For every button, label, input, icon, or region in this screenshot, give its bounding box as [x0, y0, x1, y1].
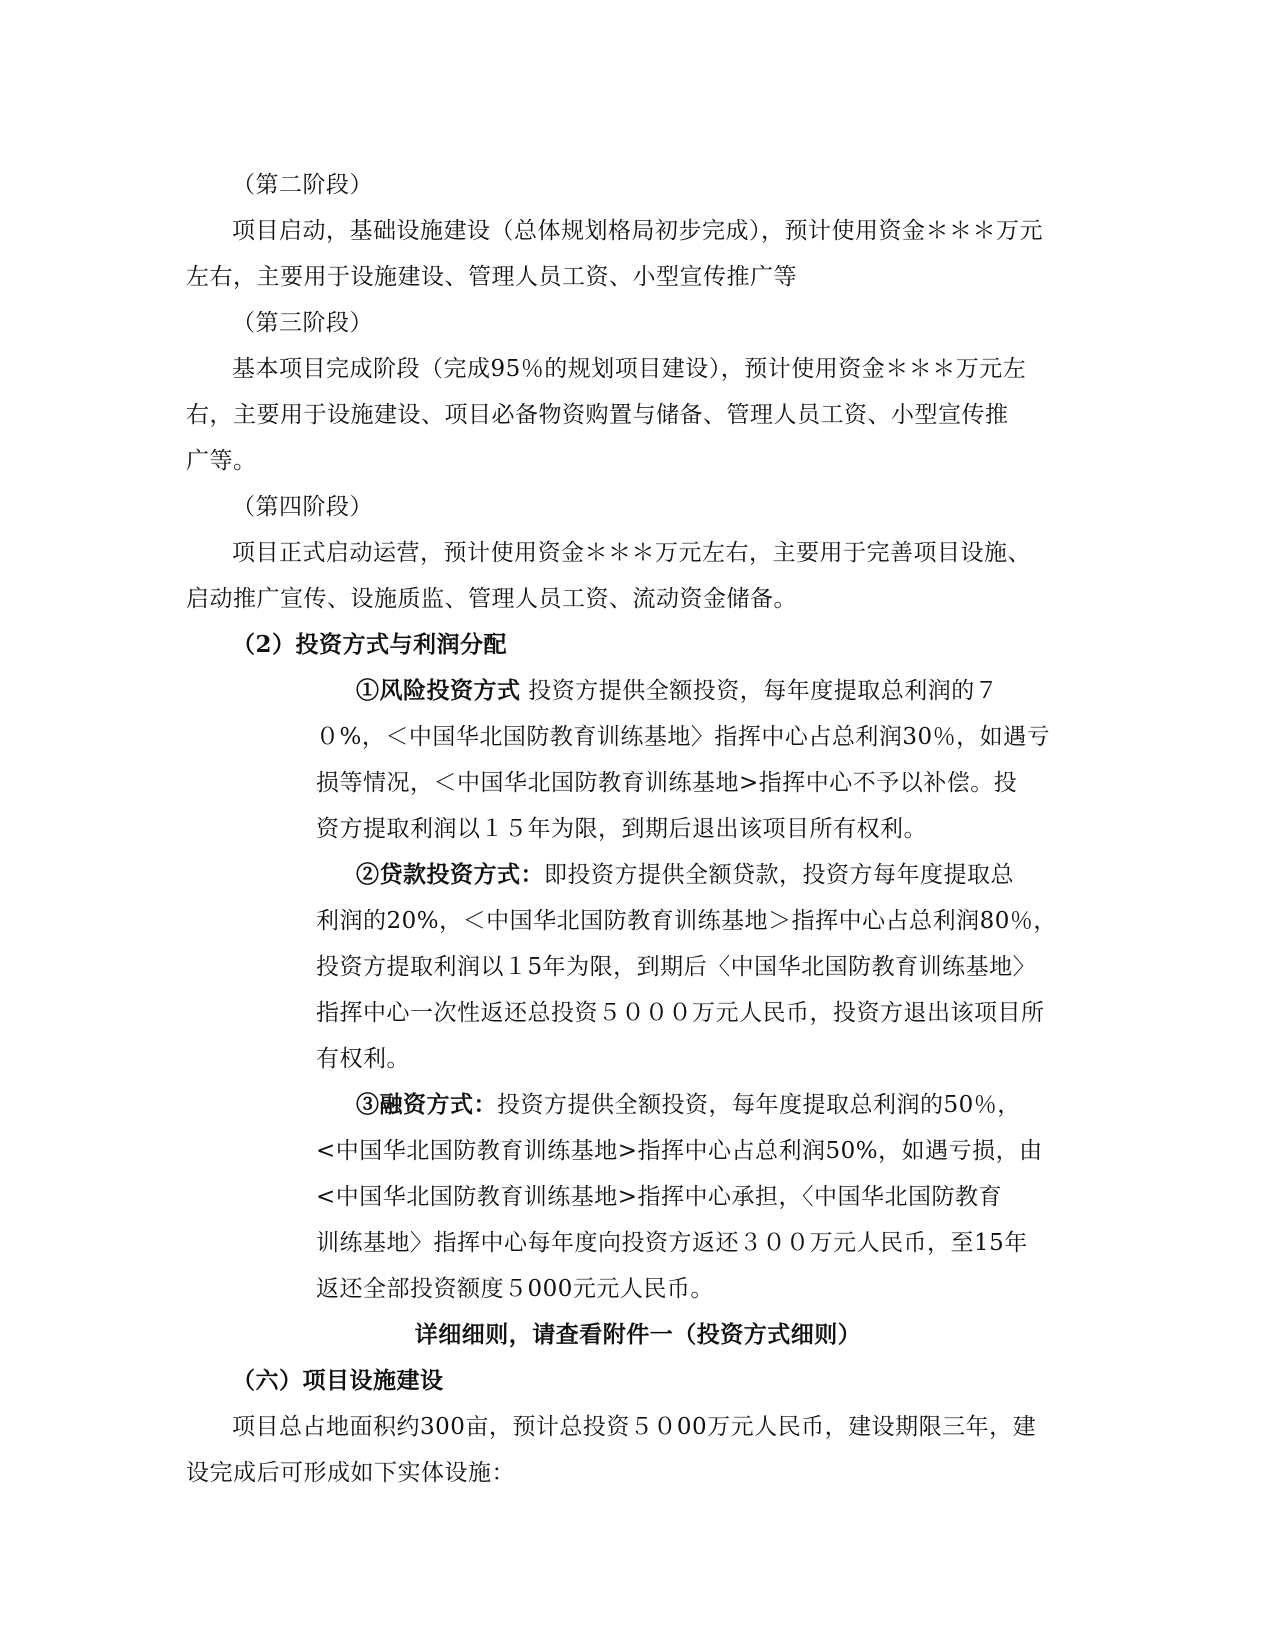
method2-line: 指挥中心一次性返还总投资５０００万元人民币，投资方退出该项目所 — [316, 1000, 1045, 1026]
method1-label: ①风险投资方式 — [356, 677, 521, 704]
method2-text: 即投资方提供全额贷款，投资方每年度提取总 — [544, 862, 1014, 888]
method3-line — [356, 1090, 1021, 1120]
method2-line: 投资方提取利润以１5年为限，到期后〈中国华北国防教育训练基地〉 — [316, 954, 1037, 980]
method2-label: ②贷款投资方式： — [356, 861, 544, 888]
method3-line: 返还全部投资额度５000元元人民币。 — [316, 1276, 714, 1302]
stage3-paragraph-line: 基本项目完成阶段（完成95％的规划项目建设），预计使用资金＊＊＊万元左 — [232, 356, 1027, 382]
stage3-paragraph-line: 广等。 — [186, 448, 257, 474]
stage2-heading: （第二阶段） — [232, 172, 373, 198]
method1-line: 资方提取利润以１５年为限，到期后退出该项目所有权利。 — [316, 816, 927, 842]
detail-note: 详细细则，请查看附件一（投资方式细则） — [414, 1321, 862, 1348]
method3-text: 投资方提供全额投资，每年度提取总利润的50％， — [497, 1092, 1021, 1118]
section6-paragraph-line: 设完成后可形成如下实体设施： — [186, 1460, 515, 1486]
stage3-heading: （第三阶段） — [232, 310, 373, 336]
method3-line: <中国华北国防教育训练基地>指挥中心占总利润50%，如遇亏损，由 — [316, 1138, 1043, 1164]
section6-heading: （六）项目设施建设 — [232, 1367, 444, 1394]
stage4-heading: （第四阶段） — [232, 494, 373, 520]
method3-line: <中国华北国防教育训练基地>指挥中心承担，〈中国华北国防教育 — [316, 1184, 1003, 1210]
section6-paragraph-line: 项目总占地面积约300亩，预计总投资５０00万元人民币，建设期限三年，建 — [232, 1414, 1037, 1440]
method1-line: ０%，＜中国华北国防教育训练基地〉指挥中心占总利润30％，如遇亏 — [316, 724, 1051, 750]
stage4-paragraph-line: 项目正式启动运营，预计使用资金＊＊＊万元左右，主要用于完善项目设施、 — [232, 540, 1031, 566]
stage2-paragraph-line: 左右，主要用于设施建设、管理人员工资、小型宣传推广等 — [186, 264, 797, 290]
stage4-paragraph-line: 启动推广宣传、设施质监、管理人员工资、流动资金储备。 — [186, 586, 797, 612]
method1-line: 损等情况，＜中国华北国防教育训练基地>指挥中心不予以补偿。投 — [316, 770, 1018, 796]
stage3-paragraph-line: 右，主要用于设施建设、项目必备物资购置与储备、管理人员工资、小型宣传推 — [186, 402, 1009, 428]
method1-text: 投资方提供全额投资，每年度提取总利润的７ — [520, 678, 999, 704]
method3-label: ③融资方式： — [356, 1091, 497, 1118]
method2-line: 利润的20%，＜中国华北国防教育训练基地＞指挥中心占总利润80％， — [316, 908, 1057, 934]
method2-line — [356, 860, 1014, 890]
method2-line: 有权利。 — [316, 1046, 410, 1072]
section2-heading: （2）投资方式与利润分配 — [232, 631, 508, 658]
method3-line: 训练基地〉指挥中心每年度向投资方返还３００万元人民币，至15年 — [316, 1230, 1028, 1256]
method1-line — [356, 676, 998, 706]
stage2-paragraph-line: 项目启动，基础设施建设（总体规划格局初步完成），预计使用资金＊＊＊万元 — [232, 218, 1043, 244]
